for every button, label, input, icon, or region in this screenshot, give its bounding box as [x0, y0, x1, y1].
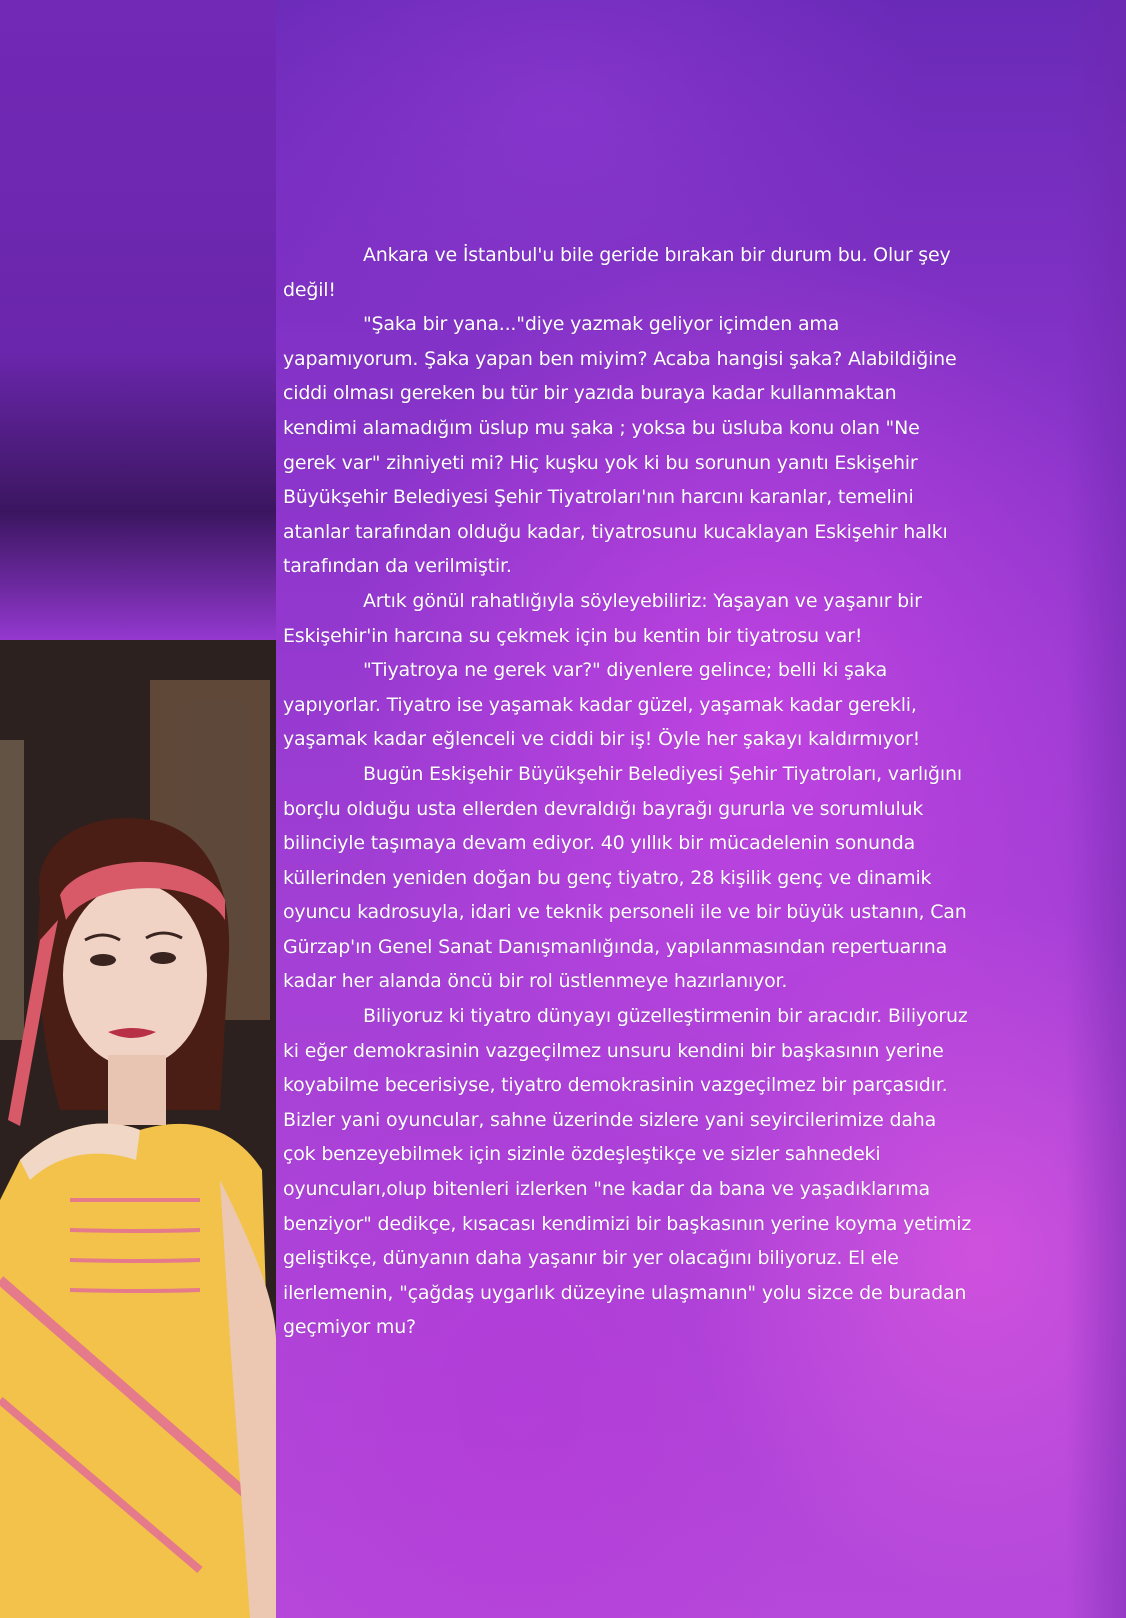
paragraph: Bugün Eskişehir Büyükşehir Belediyesi Şehir Tiyatroları, varlığını borçlu olduğu usta ellerden devraldığı bayrağı gururla ve sorumluluk bilinciyle taşımaya devam ediyor. 40 yıllık bir mücadelenin sonunda küllerinden yeniden doğan bu genç tiyatro, 28 kişilik genç ve dinamik oyuncu kadrosuyla, idari ve teknik personeli ile ve bir büyük ustanın, Can Gürzap'ın Genel Sanat Danışmanlığında, yapılanmasından repertuarına kadar her alanda öncü bir rol üstlenmeye hazırlanıyor. [283, 762, 967, 993]
paragraph: Biliyoruz ki tiyatro dünyayı güzelleştirmenin bir aracıdır. Biliyoruz ki eğer demokrasinin vazgeçilmez unsuru kendini bir başkasının yerine koyabilme becerisiyse, tiyatro demokrasinin vazgeçilmez bir parçasıdır. Bizler yani oyuncular, sahne üzerinde sizlere yani seyircilerimize daha çok benzeyebilmek için sizinle özdeşleştikçe ve sizler sahnedeki oyuncuları,olup bitenleri izlerken "ne kadar da bana ve yaşadıklarıma benziyor" dedikçe, kısacası kendimizi bir başkasının yerine koyma yetimiz geliştikçe, dünyanın daha yaşanır bir yer olacağını biliyoruz. El ele ilerlemenin, "çağdaş uygarlık düzeyine ulaşmanın" yolu sizce de buradan geçmiyor mu? [283, 1005, 972, 1339]
paragraph: Artık gönül rahatlığıyla söyleyebiliriz: Yaşayan ve yaşanır bir Eskişehir'in harcına su çekmek için bu kentin bir tiyatrosu var! [283, 589, 922, 647]
left-purple-band [0, 0, 276, 640]
page-edge-shadow [1066, 0, 1126, 1618]
paragraph: Ankara ve İstanbul'u bile geride bırakan bir durum bu. Olur şey değil! [283, 244, 951, 301]
actress-photo [0, 640, 276, 1618]
paragraph: "Tiyatroya ne gerek var?" diyenlere gelince; belli ki şaka yapıyorlar. Tiyatro ise yaşamak kadar güzel, yaşamak kadar gerekli, yaşamak kadar eğlenceli ve ciddi bir iş! Öyle her şakayı kaldırmıyor! [283, 659, 921, 751]
article-text [283, 238, 973, 1345]
actress-illustration [0, 640, 276, 1618]
paragraph: "Şaka bir yana..."diye yazmak geliyor içimden ama yapamıyorum. Şaka yapan ben miyim? Acaba hangisi şaka? Alabildiğine ciddi olması gereken bu tür bir yazıda buraya kadar kullanmaktan kendimi alamadığım üslup mu şaka ; yoksa bu üsluba konu olan "Ne gerek var" zihniyeti mi? Hiç kuşku yok ki bu sorunun yanıtı Eskişehir Büyükşehir Belediyesi Şehir Tiyatroları'nın harcını karanlar, temelini atanlar tarafından olduğu kadar, tiyatrosunu kucaklayan Eskişehir halkı tarafından da verilmiştir. [283, 313, 957, 578]
